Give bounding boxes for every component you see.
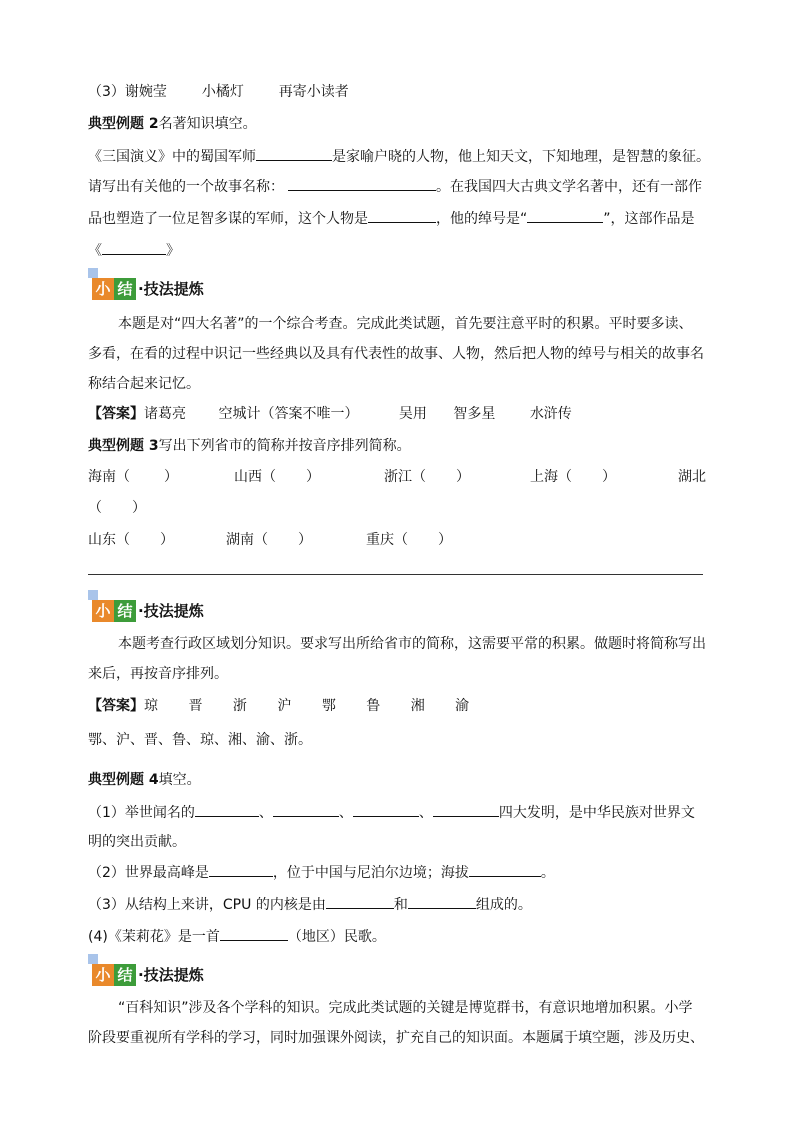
answer-work-2: 再寄小读者 (278, 84, 349, 100)
text-segment: ，位于中国与尼泊尔边境；海拔 (272, 865, 469, 881)
badge-char-small: 小 (92, 278, 114, 300)
text-segment: 组成的。 (475, 897, 532, 913)
summary-2-line-2: 来后，再按音序排列。 (88, 666, 228, 682)
province-shanghai (530, 467, 616, 487)
text-segment: ”，这部作品是 (603, 211, 695, 227)
text-segment: 。在我国四大古典文学名著中，还有一部作 (436, 179, 702, 195)
answer-item: 晋 (188, 698, 203, 714)
fill-blank[interactable] (256, 146, 332, 161)
fill-blank[interactable] (408, 894, 476, 909)
text-segment: ） (602, 469, 616, 485)
fill-blank[interactable] (433, 802, 499, 817)
summary-1-line-2: 多看，在看的过程中识记一些经典以及具有代表性的故事、人物，然后把人物的绰号与相关的故事名 (88, 346, 704, 362)
summary-1-line-3: 称结合起来记忆。 (88, 376, 200, 392)
answer-item: 湘 (410, 698, 425, 714)
example-4-heading (88, 770, 201, 790)
summary-badge (88, 960, 204, 986)
text-segment: ） (132, 500, 146, 516)
text-segment: 四大发明，是中华民族对世界文 (498, 805, 695, 821)
text-segment: （ (88, 500, 102, 516)
example-label: 典型例题 4 (88, 772, 159, 788)
answer-2 (88, 696, 469, 716)
answer-label: 【答案】 (88, 406, 144, 422)
divider-line (88, 574, 703, 575)
text-segment: 是家喻户晓的人物，他上知天文，下知地理，是智慧的象征。 (332, 149, 710, 165)
badge-char-knot: 结 (114, 278, 136, 300)
province-hubei: 湖北 (678, 469, 706, 485)
answer-author: （3）谢婉莹 (88, 84, 167, 100)
answer-label: 【答案】 (88, 698, 144, 714)
answer-item: 诸葛亮 (144, 406, 186, 422)
example-prompt: 名著知识填空。 (158, 116, 257, 132)
summary-1-line-1: 本题是对“四大名著”的一个综合考查。完成此类试题，首先要注意平时的积累。平时要多读、 (118, 316, 693, 332)
province-hainan (88, 467, 178, 487)
summary-2-line-1: 本题考查行政区域划分知识。要求写出所给省市的简称，这需要平常的积累。做题时将简称写出 (118, 636, 706, 652)
example-prompt: 填空。 (158, 772, 201, 788)
summary-badge (88, 596, 204, 622)
fill-blank[interactable] (527, 208, 603, 223)
badge-char-small: 小 (92, 600, 114, 622)
answer-1 (88, 404, 572, 424)
q2-line (88, 862, 555, 883)
answer-item: 沪 (277, 698, 292, 714)
answer-item: 渝 (455, 698, 470, 714)
summary-3-line-2: 阶段要重视所有学科的学习，同时加强课外阅读，扩充自己的知识面。本题属于填空题，涉及历史、 (88, 1030, 704, 1046)
example-label: 典型例题 3 (88, 438, 159, 454)
badge-title: ·技法提炼 (138, 602, 204, 620)
text-segment: 浙江（ (384, 469, 426, 485)
text-segment: 、 (338, 805, 353, 821)
q1-line-2: 明的突出贡献。 (88, 834, 186, 850)
province-hunan (226, 530, 312, 550)
text-segment: 》 (166, 243, 180, 259)
text-segment: 请写出有关他的一个故事名称： (88, 179, 284, 195)
text-segment: 、 (418, 805, 433, 821)
answer-work-1: 小橘灯 (201, 84, 244, 100)
answer-item: 鄂 (321, 698, 336, 714)
text-segment: 。 (540, 865, 555, 881)
q3-line (88, 894, 532, 915)
badge-char-small: 小 (92, 964, 114, 986)
example-3-heading (88, 436, 411, 456)
text-segment: 山东（ (88, 532, 130, 548)
text-segment: ） (164, 469, 178, 485)
answer-item: 空城计（答案不唯一） (218, 406, 359, 422)
example-2-heading (88, 114, 257, 134)
text-segment: 湖南（ (226, 532, 268, 548)
badge-char-knot: 结 (114, 600, 136, 622)
province-chongqing (366, 530, 452, 550)
example-label: 典型例题 2 (88, 116, 159, 132)
q1-line-1 (88, 802, 695, 823)
badge-title: ·技法提炼 (138, 966, 204, 984)
text-segment: 、 (258, 805, 273, 821)
example-2-line-1 (88, 146, 710, 167)
answer-item: 鲁 (366, 698, 381, 714)
province-shandong (88, 530, 174, 550)
province-shanxi (234, 467, 320, 487)
answer-2-order: 鄂、沪、晋、鲁、琼、湘、渝、浙。 (88, 732, 312, 748)
text-segment: ） (160, 532, 174, 548)
answer-item: 吴用 (398, 406, 427, 422)
province-zhejiang (384, 467, 470, 487)
province-hubei-paren (88, 498, 146, 518)
summary-badge (88, 274, 204, 300)
fill-blank[interactable] (353, 802, 419, 817)
answer-item: 浙 (232, 698, 247, 714)
text-segment: ） (438, 532, 452, 548)
badge-corner (88, 590, 98, 600)
answer-item: 智多星 (453, 406, 496, 422)
example-2-line-2 (88, 176, 702, 197)
fill-blank[interactable] (288, 176, 436, 191)
text-segment: (4)《茉莉花》是一首 (88, 929, 220, 945)
text-segment: （1）举世闻名的 (88, 805, 195, 821)
text-segment: ） (306, 469, 320, 485)
fill-blank[interactable] (209, 862, 273, 877)
q4-line (88, 926, 386, 947)
fill-blank[interactable] (220, 926, 288, 941)
text-segment: 山西（ (234, 469, 276, 485)
badge-corner (88, 268, 98, 278)
fill-blank[interactable] (326, 894, 394, 909)
summary-3-line-1: “百科知识”涉及各个学科的知识。完成此类试题的关键是博览群书，有意识地增加积累。小学 (118, 1000, 693, 1016)
text-segment: 《三国演义》中的蜀国军师 (88, 149, 256, 165)
answer-item: 水浒传 (529, 406, 572, 422)
badge-title: ·技法提炼 (138, 280, 204, 298)
text-segment: （地区）民歌。 (287, 929, 386, 945)
example-prompt: 写出下列省市的简称并按音序排列简称。 (158, 438, 411, 454)
fill-blank[interactable] (368, 208, 436, 223)
fill-blank[interactable] (195, 802, 259, 817)
badge-corner (88, 954, 98, 964)
fill-blank[interactable] (469, 862, 541, 877)
fill-blank[interactable] (102, 240, 166, 255)
answer-line-xie (88, 82, 349, 102)
text-segment: 《 (88, 243, 102, 259)
text-segment: ） (456, 469, 470, 485)
text-segment: （2）世界最高峰是 (88, 865, 209, 881)
text-segment: 和 (393, 897, 408, 913)
example-2-line-4 (88, 240, 180, 261)
example-2-line-3 (88, 208, 695, 229)
text-segment: ，他的绰号是“ (436, 211, 528, 227)
answer-item: 琼 (144, 698, 158, 714)
text-segment: ） (298, 532, 312, 548)
text-segment: 品也塑造了一位足智多谋的军师，这个人物是 (88, 211, 368, 227)
badge-char-knot: 结 (114, 964, 136, 986)
text-segment: 海南（ (88, 469, 130, 485)
text-segment: 重庆（ (366, 532, 408, 548)
text-segment: 上海（ (530, 469, 572, 485)
text-segment: （3）从结构上来讲，CPU 的内核是由 (88, 897, 326, 913)
fill-blank[interactable] (273, 802, 339, 817)
